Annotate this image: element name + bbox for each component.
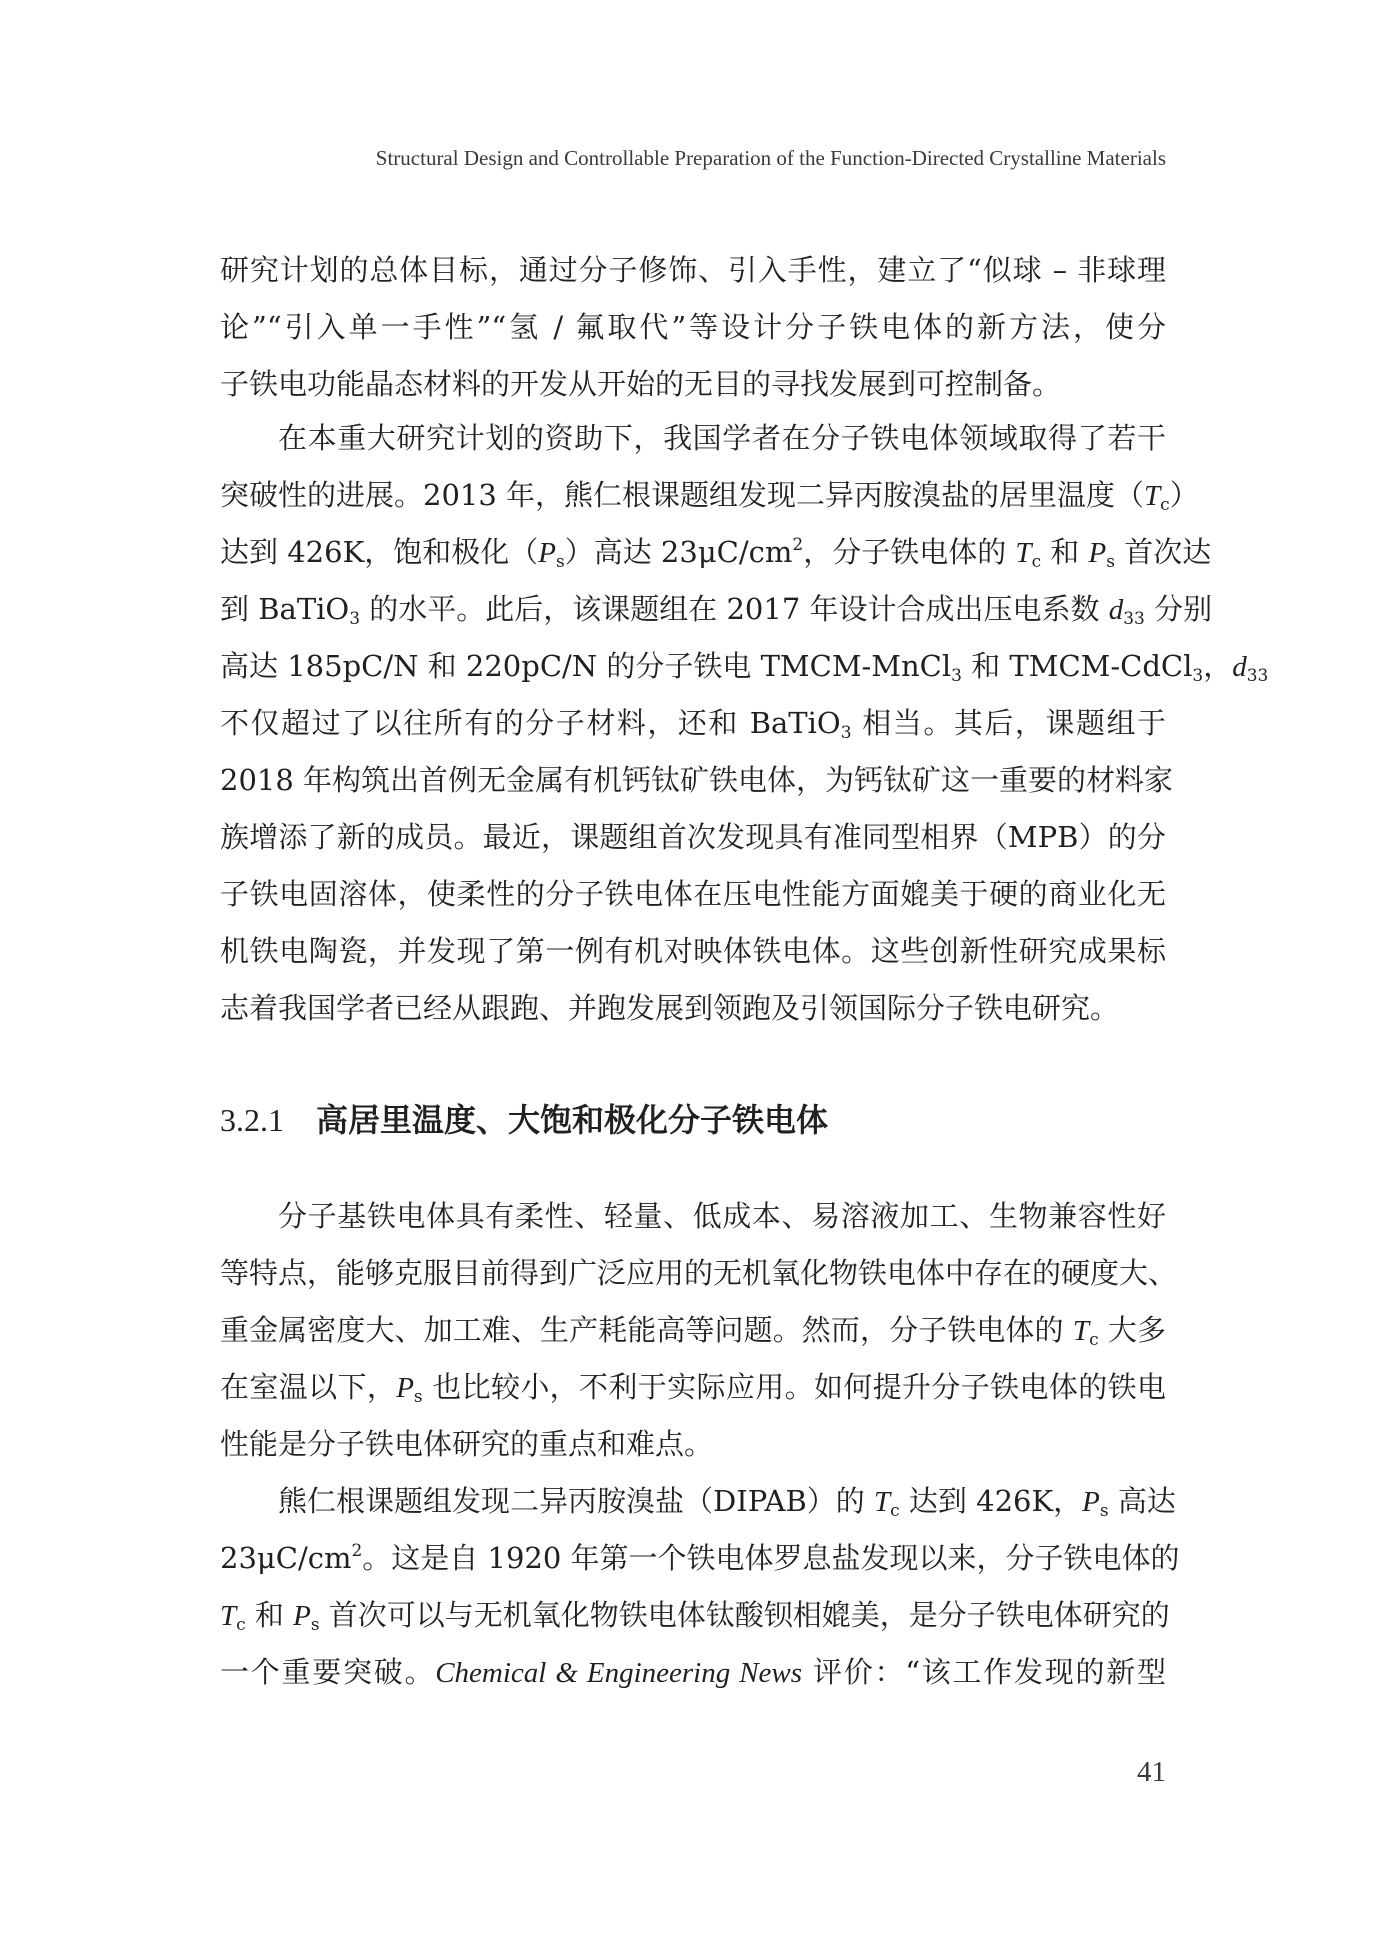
journal-name: Chemical & Engineering News	[435, 1657, 803, 1689]
text-line: 在室温以下，$P_s$ 也比较小，不利于实际应用。如何提升分子铁电体的铁电	[220, 1370, 1166, 1407]
section-title: 高居里温度、大饱和极化分子铁电体	[316, 1101, 829, 1139]
text-line: 子铁电功能晶态材料的开发从开始的无目的寻找发展到可控制备。	[220, 367, 1062, 401]
text-line: 志着我国学者已经从跟跑、并跑发展到领跑及引领国际分子铁电研究。	[220, 991, 1120, 1025]
text-line: 分子基铁电体具有柔性、轻量、低成本、易溶液加工、生物兼容性好	[278, 1199, 1166, 1233]
text-line: 一个重要突破。Chemical & Engineering News 评价：“该工作发现的新型	[220, 1655, 1166, 1689]
text-line: $T_c$ 和 $P_s$ 首次可以与无机氧化物铁电体钛酸钡相媲美，是分子铁电体研究的	[220, 1598, 1170, 1635]
text-line: 2018 年构筑出首例无金属有机钙钛矿铁电体，为钙钛矿这一重要的材料家	[220, 763, 1174, 797]
text-line: 研究计划的总体目标，通过分子修饰、引入手性，建立了“似球 – 非球理	[220, 253, 1166, 287]
text-line: 突破性的进展。2013 年，熊仁根课题组发现二异丙胺溴盐的居里温度$(T_c)$	[220, 478, 1199, 515]
text-line: 在本重大研究计划的资助下，我国学者在分子铁电体领域取得了若干	[278, 421, 1166, 455]
running-header: Structural Design and Controllable Preparation of the Function-Directed Crystalline Materials	[375, 146, 1166, 170]
section-number: 3.2.1	[220, 1102, 284, 1138]
text-line: 达到 426K，饱和极化$(P_s)$高达 $23\mu C/cm^2$，分子铁电体的 $T_c$ 和 $P_s$ 首次达	[220, 535, 1212, 572]
text-line: 机铁电陶瓷，并发现了第一例有机对映体铁电体。这些创新性研究成果标	[220, 934, 1166, 968]
text-line: 熊仁根课题组发现二异丙胺溴盐（DIPAB）的 $T_c$ 达到 426K，$P_s$ 高达	[278, 1484, 1176, 1521]
text-line: 等特点，能够克服目前得到广泛应用的无机氧化物铁电体中存在的硬度大、	[220, 1256, 1178, 1290]
text-line: 到 BaTiO$_3$ 的水平。此后，该课题组在 2017 年设计合成出压电系数 $d_{33}$ 分别	[220, 592, 1213, 629]
text-line: 重金属密度大、加工难、生产耗能高等问题。然而，分子铁电体的 $T_c$ 大多	[220, 1313, 1166, 1350]
text-line: 性能是分子铁电体研究的重点和难点。	[220, 1427, 714, 1461]
text-line: 高达 185pC/N 和 220pC/N 的分子铁电 TMCM-MnCl$_3$ 和 TMCM-CdCl$_3$，$d_{33}$	[220, 649, 1269, 686]
text-line: 族增添了新的成员。最近，课题组首次发现具有准同型相界（MPB）的分	[220, 820, 1166, 854]
text-line: 论”“引入单一手性”“氢 / 氟取代”等设计分子铁电体的新方法，使分	[220, 310, 1166, 344]
page-number: 41	[1137, 1756, 1166, 1788]
section-heading	[220, 1096, 828, 1144]
text-line: $23\mu C/cm^2$。这是自 1920 年第一个铁电体罗息盐发现以来，分子铁电体的	[220, 1541, 1180, 1575]
text-line: 不仅超过了以往所有的分子材料，还和 BaTiO$_3$ 相当。其后，课题组于	[220, 706, 1166, 743]
text-line: 子铁电固溶体，使柔性的分子铁电体在压电性能方面媲美于硬的商业化无	[220, 877, 1166, 911]
